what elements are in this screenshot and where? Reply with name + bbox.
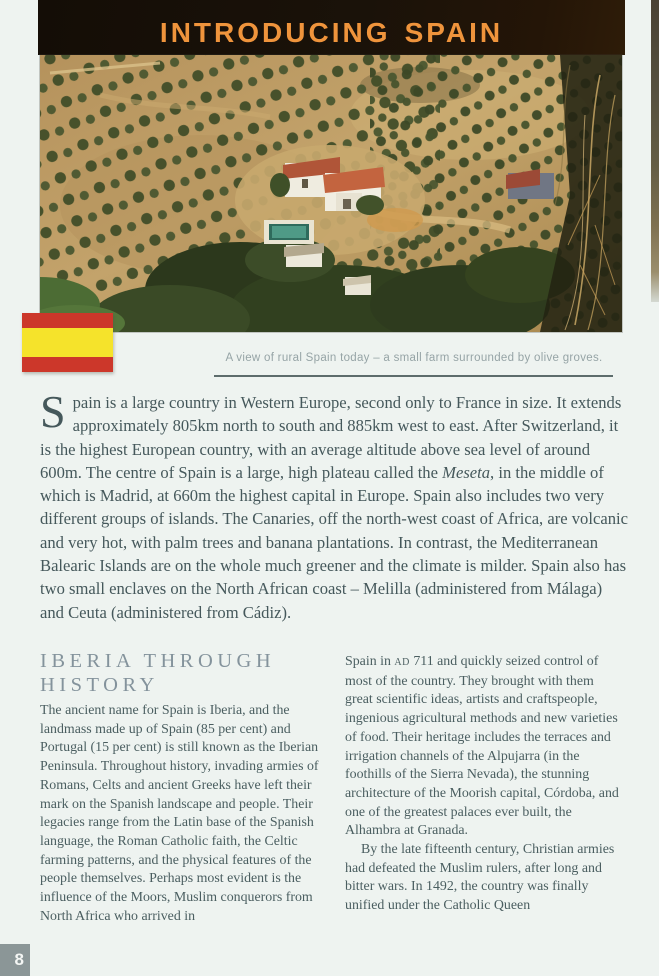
section-heading bbox=[40, 649, 275, 697]
page-edge-shadow bbox=[651, 0, 659, 302]
intro-italic-meseta: Meseta bbox=[442, 462, 491, 482]
intro-paragraph bbox=[40, 386, 628, 624]
right-col-text-1: Spain in bbox=[345, 654, 395, 669]
right-column bbox=[345, 653, 625, 916]
swimming-pool bbox=[264, 220, 314, 244]
intro-text-2: , in the middle of which is Madrid, at 660m the highest capital in Europe. Spain also includes two very different groups of islands. The Canaries, off the north-west coast of Africa, are volcanic and very hot, with palm trees and banana plantations. In contrast, the Mediterranean Balearic Islands are on the whole much greener and the climate is milder. Spain also has two small enclaves on the North African coast – Melilla (administered from Málaga) and Ceuta (administered from Cádiz). bbox=[40, 462, 628, 622]
section-heading-line1: IBERIA THROUGH bbox=[40, 650, 276, 672]
flag-stripe-red-bottom bbox=[22, 357, 113, 372]
right-col-text-2: 711 and quickly seized control of most of the country. They brought with them great scientific ideas, artists and craftspeople, ingenious agricultural methods and new varieties of food. Their heritage includes the terraces and irrigation channels of the Alpujarra (in the foothills of the Sierra Nevada), the stunning architecture of the Moorish capital, Córdoba, and one of the greatest palaces ever built, the Alhambra at Granada. bbox=[345, 654, 619, 839]
flag-stripe-yellow bbox=[22, 328, 113, 358]
right-column-paragraph-2: By the late fifteenth century, Christian armies had defeated the Muslim rulers, after long and bitter wars. In 1492, the country was finally unified under the Catholic Queen bbox=[345, 842, 615, 914]
chapter-banner bbox=[38, 0, 625, 55]
caption-divider bbox=[214, 375, 613, 377]
ad-smallcaps: AD bbox=[394, 657, 410, 668]
spain-flag bbox=[22, 313, 113, 372]
section-heading-line2: HISTORY bbox=[40, 674, 159, 696]
intro-text-1: pain is a large country in Western Europe, second only to France in size. It extends approximately 805km north to south and 885km west to east. After Switzerland, it is the highest European country, with an average altitude above sea level of around 600m. The centre of Spain is a large, high plateau called the bbox=[40, 393, 622, 482]
aerial-photo-illustration bbox=[40, 55, 622, 332]
page-number-badge: 8 bbox=[0, 944, 30, 976]
photo-caption: A view of rural Spain today – a small farm surrounded by olive groves. bbox=[225, 352, 603, 364]
farm-photo bbox=[40, 55, 622, 332]
left-column bbox=[40, 702, 328, 926]
outbuilding bbox=[284, 243, 324, 267]
right-column-paragraph-1 bbox=[345, 653, 625, 841]
chapter-title: introducing spain bbox=[159, 6, 504, 51]
drop-cap: S bbox=[40, 386, 66, 437]
left-column-paragraph: The ancient name for Spain is Iberia, and the landmass made up of Spain (85 per cent) and Portugal (15 per cent) is still known as the Iberian Peninsula. Throughout history, invading armies of Romans, Celts and ancient Greeks have left their mark on the Spanish landscape and people. Their legacies range from the Latin base of the Spanish language, the Roman Catholic faith, the Celtic farming patterns, and the physical features of the people themselves. Perhaps most evident is the influence of the Moors, Muslim conquerors from North Africa who arrived in bbox=[40, 703, 319, 924]
shed bbox=[506, 169, 554, 199]
flag-stripe-red-top bbox=[22, 313, 113, 328]
